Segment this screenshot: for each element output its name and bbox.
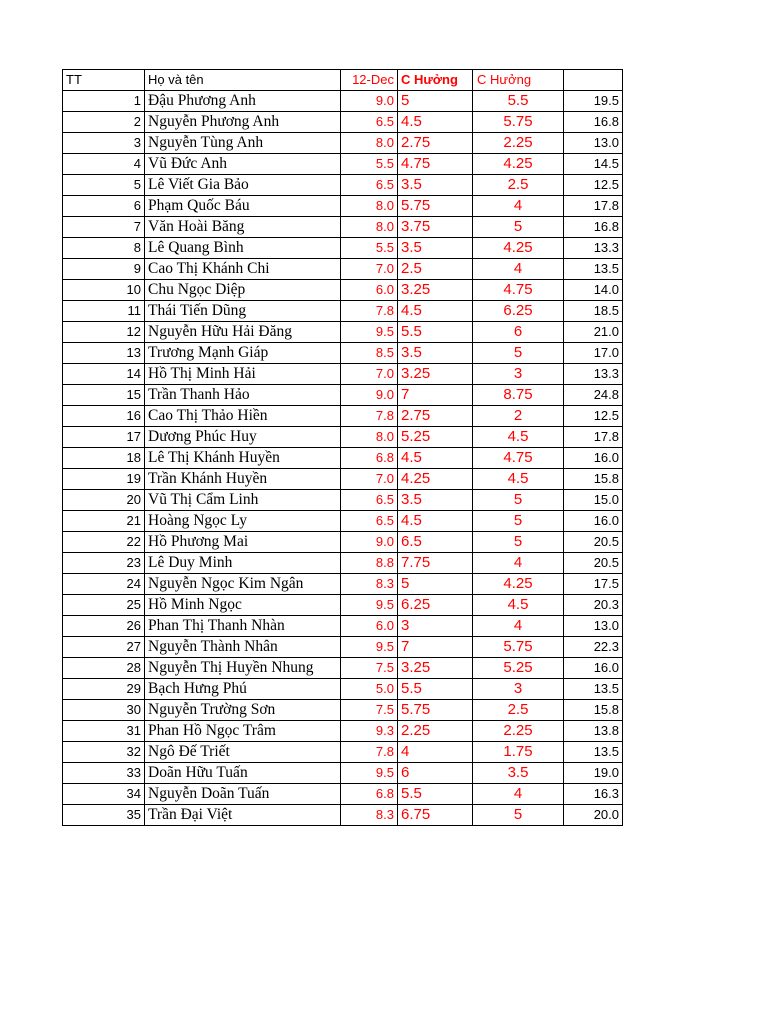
score-c-huong-1[interactable]: 3.5 bbox=[398, 175, 473, 196]
student-name[interactable]: Phạm Quốc Báu bbox=[145, 196, 341, 217]
table-row bbox=[63, 154, 623, 175]
score-c-huong-1[interactable]: 5.5 bbox=[398, 322, 473, 343]
score-c-huong-1[interactable]: 5.5 bbox=[398, 679, 473, 700]
row-number[interactable]: 32 bbox=[63, 742, 145, 763]
student-name[interactable]: Trương Mạnh Giáp bbox=[145, 343, 341, 364]
score-c-huong-1[interactable]: 6 bbox=[398, 763, 473, 784]
score-c-huong-1[interactable]: 5.25 bbox=[398, 427, 473, 448]
student-name[interactable]: Phan Thị Thanh Nhàn bbox=[145, 616, 341, 637]
score-12-dec[interactable]: 8.0 bbox=[341, 196, 398, 217]
score-c-huong-2[interactable]: 5 bbox=[473, 532, 564, 553]
score-c-huong-2[interactable]: 4.75 bbox=[473, 280, 564, 301]
table-row bbox=[63, 553, 623, 574]
table-row bbox=[63, 616, 623, 637]
score-12-dec[interactable]: 6.0 bbox=[341, 280, 398, 301]
total-score[interactable]: 17.5 bbox=[564, 574, 623, 595]
row-number[interactable]: 21 bbox=[63, 511, 145, 532]
score-c-huong-2[interactable]: 1.75 bbox=[473, 742, 564, 763]
score-c-huong-2[interactable]: 5 bbox=[473, 217, 564, 238]
grade-sheet bbox=[62, 69, 623, 826]
total-score[interactable]: 16.0 bbox=[564, 448, 623, 469]
score-12-dec[interactable]: 6.8 bbox=[341, 784, 398, 805]
total-score[interactable]: 15.8 bbox=[564, 469, 623, 490]
score-12-dec[interactable]: 9.0 bbox=[341, 385, 398, 406]
student-name[interactable]: Hồ Thị Minh Hải bbox=[145, 364, 341, 385]
score-c-huong-2[interactable]: 4.25 bbox=[473, 574, 564, 595]
row-number[interactable]: 31 bbox=[63, 721, 145, 742]
score-c-huong-1[interactable]: 6.5 bbox=[398, 532, 473, 553]
row-number[interactable]: 20 bbox=[63, 490, 145, 511]
table-row bbox=[63, 259, 623, 280]
table-row bbox=[63, 322, 623, 343]
row-number[interactable]: 19 bbox=[63, 469, 145, 490]
table-row bbox=[63, 175, 623, 196]
student-name[interactable]: Lê Viết Gia Bảo bbox=[145, 175, 341, 196]
score-c-huong-2[interactable]: 5.75 bbox=[473, 637, 564, 658]
table-row bbox=[63, 343, 623, 364]
row-number[interactable]: 5 bbox=[63, 175, 145, 196]
score-c-huong-1[interactable]: 5 bbox=[398, 574, 473, 595]
score-c-huong-1[interactable]: 5.75 bbox=[398, 196, 473, 217]
score-c-huong-1[interactable]: 4.5 bbox=[398, 112, 473, 133]
row-number[interactable]: 8 bbox=[63, 238, 145, 259]
table-row bbox=[63, 784, 623, 805]
score-12-dec[interactable]: 9.0 bbox=[341, 532, 398, 553]
score-12-dec[interactable]: 8.0 bbox=[341, 133, 398, 154]
score-c-huong-1[interactable]: 3 bbox=[398, 616, 473, 637]
score-12-dec[interactable]: 6.8 bbox=[341, 448, 398, 469]
score-12-dec[interactable]: 7.5 bbox=[341, 700, 398, 721]
row-number[interactable]: 11 bbox=[63, 301, 145, 322]
row-number[interactable]: 23 bbox=[63, 553, 145, 574]
student-name[interactable]: Lê Quang Bình bbox=[145, 238, 341, 259]
student-name[interactable]: Vũ Thị Cẩm Linh bbox=[145, 490, 341, 511]
row-number[interactable]: 35 bbox=[63, 805, 145, 826]
total-score[interactable]: 19.0 bbox=[564, 763, 623, 784]
score-c-huong-1[interactable]: 3.5 bbox=[398, 490, 473, 511]
total-score[interactable]: 20.3 bbox=[564, 595, 623, 616]
total-score[interactable]: 13.3 bbox=[564, 238, 623, 259]
student-name[interactable]: Hồ Minh Ngọc bbox=[145, 595, 341, 616]
table-row bbox=[63, 490, 623, 511]
score-c-huong-1[interactable]: 5 bbox=[398, 91, 473, 112]
student-name[interactable]: Lê Thị Khánh Huyền bbox=[145, 448, 341, 469]
score-12-dec[interactable]: 6.5 bbox=[341, 112, 398, 133]
student-name[interactable]: Cao Thị Thảo Hiền bbox=[145, 406, 341, 427]
row-number[interactable]: 24 bbox=[63, 574, 145, 595]
header-date[interactable]: 12-Dec bbox=[341, 70, 398, 91]
row-number[interactable]: 34 bbox=[63, 784, 145, 805]
score-c-huong-2[interactable]: 2 bbox=[473, 406, 564, 427]
student-name[interactable]: Nguyễn Trường Sơn bbox=[145, 700, 341, 721]
score-12-dec[interactable]: 8.8 bbox=[341, 553, 398, 574]
score-12-dec[interactable]: 8.3 bbox=[341, 805, 398, 826]
table-row bbox=[63, 532, 623, 553]
score-c-huong-2[interactable]: 6.25 bbox=[473, 301, 564, 322]
student-name[interactable]: Nguyễn Phương Anh bbox=[145, 112, 341, 133]
score-12-dec[interactable]: 5.5 bbox=[341, 154, 398, 175]
total-score[interactable]: 13.5 bbox=[564, 259, 623, 280]
score-c-huong-2[interactable]: 5.5 bbox=[473, 91, 564, 112]
score-c-huong-1[interactable]: 2.25 bbox=[398, 721, 473, 742]
student-name[interactable]: Đậu Phương Anh bbox=[145, 91, 341, 112]
table-row bbox=[63, 658, 623, 679]
header-row bbox=[63, 70, 623, 91]
row-number[interactable]: 6 bbox=[63, 196, 145, 217]
score-12-dec[interactable]: 8.5 bbox=[341, 343, 398, 364]
table-row bbox=[63, 511, 623, 532]
score-12-dec[interactable]: 7.8 bbox=[341, 301, 398, 322]
row-number[interactable]: 12 bbox=[63, 322, 145, 343]
total-score[interactable]: 20.5 bbox=[564, 553, 623, 574]
score-c-huong-2[interactable]: 5 bbox=[473, 343, 564, 364]
total-score[interactable]: 14.0 bbox=[564, 280, 623, 301]
header-total[interactable] bbox=[564, 70, 623, 91]
total-score[interactable]: 17.8 bbox=[564, 427, 623, 448]
table-row bbox=[63, 448, 623, 469]
table-row bbox=[63, 385, 623, 406]
row-number[interactable]: 16 bbox=[63, 406, 145, 427]
student-name[interactable]: Phan Hồ Ngọc Trâm bbox=[145, 721, 341, 742]
row-number[interactable]: 29 bbox=[63, 679, 145, 700]
student-name[interactable]: Hồ Phương Mai bbox=[145, 532, 341, 553]
student-name[interactable]: Dương Phúc Huy bbox=[145, 427, 341, 448]
score-c-huong-1[interactable]: 2.75 bbox=[398, 133, 473, 154]
row-number[interactable]: 33 bbox=[63, 763, 145, 784]
score-c-huong-1[interactable]: 3.25 bbox=[398, 364, 473, 385]
score-c-huong-2[interactable]: 4.5 bbox=[473, 469, 564, 490]
score-c-huong-2[interactable]: 5 bbox=[473, 490, 564, 511]
score-c-huong-2[interactable]: 6 bbox=[473, 322, 564, 343]
score-12-dec[interactable]: 9.3 bbox=[341, 721, 398, 742]
score-c-huong-2[interactable]: 4 bbox=[473, 196, 564, 217]
score-c-huong-1[interactable]: 4.5 bbox=[398, 511, 473, 532]
student-name[interactable]: Cao Thị Khánh Chi bbox=[145, 259, 341, 280]
score-c-huong-2[interactable]: 5.25 bbox=[473, 658, 564, 679]
score-12-dec[interactable]: 6.5 bbox=[341, 490, 398, 511]
score-c-huong-1[interactable]: 5.5 bbox=[398, 784, 473, 805]
student-name[interactable]: Trần Khánh Huyền bbox=[145, 469, 341, 490]
table-row bbox=[63, 91, 623, 112]
total-score[interactable]: 21.0 bbox=[564, 322, 623, 343]
table-row bbox=[63, 595, 623, 616]
score-c-huong-2[interactable]: 2.25 bbox=[473, 133, 564, 154]
row-number[interactable]: 14 bbox=[63, 364, 145, 385]
total-score[interactable]: 16.8 bbox=[564, 112, 623, 133]
table-row bbox=[63, 364, 623, 385]
student-name[interactable]: Hoàng Ngọc Ly bbox=[145, 511, 341, 532]
total-score[interactable]: 13.0 bbox=[564, 133, 623, 154]
row-number[interactable]: 28 bbox=[63, 658, 145, 679]
row-number[interactable]: 1 bbox=[63, 91, 145, 112]
score-c-huong-2[interactable]: 4.5 bbox=[473, 595, 564, 616]
score-c-huong-1[interactable]: 4.75 bbox=[398, 154, 473, 175]
row-number[interactable]: 27 bbox=[63, 637, 145, 658]
student-name[interactable]: Chu Ngọc Diệp bbox=[145, 280, 341, 301]
score-12-dec[interactable]: 7.0 bbox=[341, 469, 398, 490]
row-number[interactable]: 26 bbox=[63, 616, 145, 637]
student-name[interactable]: Nguyễn Tùng Anh bbox=[145, 133, 341, 154]
score-c-huong-1[interactable]: 4.25 bbox=[398, 469, 473, 490]
table-row bbox=[63, 280, 623, 301]
score-c-huong-1[interactable]: 7.75 bbox=[398, 553, 473, 574]
total-score[interactable]: 22.3 bbox=[564, 637, 623, 658]
row-number[interactable]: 2 bbox=[63, 112, 145, 133]
total-score[interactable]: 15.0 bbox=[564, 490, 623, 511]
table-row bbox=[63, 574, 623, 595]
score-12-dec[interactable]: 7.0 bbox=[341, 259, 398, 280]
header-score-3[interactable]: C Hưởng bbox=[473, 70, 564, 91]
score-12-dec[interactable]: 6.5 bbox=[341, 511, 398, 532]
total-score[interactable]: 17.0 bbox=[564, 343, 623, 364]
total-score[interactable]: 13.3 bbox=[564, 364, 623, 385]
total-score[interactable]: 16.8 bbox=[564, 217, 623, 238]
table-row bbox=[63, 196, 623, 217]
score-12-dec[interactable]: 9.5 bbox=[341, 595, 398, 616]
student-name[interactable]: Doãn Hữu Tuấn bbox=[145, 763, 341, 784]
score-c-huong-1[interactable]: 3.75 bbox=[398, 217, 473, 238]
score-c-huong-1[interactable]: 2.5 bbox=[398, 259, 473, 280]
student-name[interactable]: Trần Thanh Hảo bbox=[145, 385, 341, 406]
student-name[interactable]: Nguyễn Hữu Hải Đăng bbox=[145, 322, 341, 343]
score-c-huong-1[interactable]: 3.25 bbox=[398, 658, 473, 679]
score-c-huong-2[interactable]: 4 bbox=[473, 553, 564, 574]
table-row bbox=[63, 217, 623, 238]
total-score[interactable]: 13.0 bbox=[564, 616, 623, 637]
score-c-huong-1[interactable]: 3.5 bbox=[398, 238, 473, 259]
score-12-dec[interactable]: 8.0 bbox=[341, 427, 398, 448]
score-c-huong-2[interactable]: 4.25 bbox=[473, 238, 564, 259]
score-c-huong-1[interactable]: 5.75 bbox=[398, 700, 473, 721]
total-score[interactable]: 16.3 bbox=[564, 784, 623, 805]
row-number[interactable]: 25 bbox=[63, 595, 145, 616]
score-c-huong-2[interactable]: 5.75 bbox=[473, 112, 564, 133]
total-score[interactable]: 16.0 bbox=[564, 658, 623, 679]
score-c-huong-2[interactable]: 4 bbox=[473, 784, 564, 805]
total-score[interactable]: 15.8 bbox=[564, 700, 623, 721]
row-number[interactable]: 22 bbox=[63, 532, 145, 553]
score-c-huong-2[interactable]: 2.5 bbox=[473, 175, 564, 196]
total-score[interactable]: 18.5 bbox=[564, 301, 623, 322]
score-c-huong-2[interactable]: 4 bbox=[473, 259, 564, 280]
score-c-huong-1[interactable]: 7 bbox=[398, 637, 473, 658]
table-row bbox=[63, 112, 623, 133]
score-12-dec[interactable]: 7.8 bbox=[341, 406, 398, 427]
row-number[interactable]: 15 bbox=[63, 385, 145, 406]
score-c-huong-1[interactable]: 7 bbox=[398, 385, 473, 406]
score-c-huong-2[interactable]: 2.5 bbox=[473, 700, 564, 721]
score-c-huong-1[interactable]: 4.5 bbox=[398, 301, 473, 322]
table-row bbox=[63, 427, 623, 448]
total-score[interactable]: 12.5 bbox=[564, 406, 623, 427]
student-name[interactable]: Nguyễn Doãn Tuấn bbox=[145, 784, 341, 805]
score-c-huong-2[interactable]: 4 bbox=[473, 616, 564, 637]
row-number[interactable]: 17 bbox=[63, 427, 145, 448]
score-12-dec[interactable]: 5.5 bbox=[341, 238, 398, 259]
header-score-2[interactable]: C Hưởng bbox=[398, 70, 473, 91]
score-c-huong-2[interactable]: 3 bbox=[473, 679, 564, 700]
score-c-huong-1[interactable]: 3.25 bbox=[398, 280, 473, 301]
row-number[interactable]: 30 bbox=[63, 700, 145, 721]
score-c-huong-2[interactable]: 3 bbox=[473, 364, 564, 385]
table-row bbox=[63, 763, 623, 784]
score-c-huong-1[interactable]: 4 bbox=[398, 742, 473, 763]
table-row bbox=[63, 637, 623, 658]
row-number[interactable]: 4 bbox=[63, 154, 145, 175]
score-c-huong-1[interactable]: 4.5 bbox=[398, 448, 473, 469]
score-c-huong-1[interactable]: 6.75 bbox=[398, 805, 473, 826]
table-row bbox=[63, 742, 623, 763]
student-name[interactable]: Nguyễn Thị Huyền Nhung bbox=[145, 658, 341, 679]
student-name[interactable]: Nguyễn Ngọc Kim Ngân bbox=[145, 574, 341, 595]
table-row bbox=[63, 301, 623, 322]
score-c-huong-2[interactable]: 5 bbox=[473, 511, 564, 532]
score-12-dec[interactable]: 7.5 bbox=[341, 658, 398, 679]
row-number[interactable]: 3 bbox=[63, 133, 145, 154]
total-score[interactable]: 13.5 bbox=[564, 742, 623, 763]
total-score[interactable]: 13.8 bbox=[564, 721, 623, 742]
table-row bbox=[63, 469, 623, 490]
total-score[interactable]: 12.5 bbox=[564, 175, 623, 196]
score-12-dec[interactable]: 9.5 bbox=[341, 637, 398, 658]
score-c-huong-2[interactable]: 4.75 bbox=[473, 448, 564, 469]
total-score[interactable]: 24.8 bbox=[564, 385, 623, 406]
row-number[interactable]: 9 bbox=[63, 259, 145, 280]
total-score[interactable]: 20.0 bbox=[564, 805, 623, 826]
header-name[interactable]: Họ và tên bbox=[145, 70, 341, 91]
score-c-huong-2[interactable]: 2.25 bbox=[473, 721, 564, 742]
student-name[interactable]: Vũ Đức Anh bbox=[145, 154, 341, 175]
row-number[interactable]: 18 bbox=[63, 448, 145, 469]
score-12-dec[interactable]: 5.0 bbox=[341, 679, 398, 700]
total-score[interactable]: 16.0 bbox=[564, 511, 623, 532]
student-name[interactable]: Thái Tiến Dũng bbox=[145, 301, 341, 322]
score-12-dec[interactable]: 8.0 bbox=[341, 217, 398, 238]
student-name[interactable]: Ngô Đế Triết bbox=[145, 742, 341, 763]
score-c-huong-2[interactable]: 8.75 bbox=[473, 385, 564, 406]
score-12-dec[interactable]: 6.5 bbox=[341, 175, 398, 196]
row-number[interactable]: 7 bbox=[63, 217, 145, 238]
student-name[interactable]: Trần Đại Việt bbox=[145, 805, 341, 826]
student-name[interactable]: Bạch Hưng Phú bbox=[145, 679, 341, 700]
score-12-dec[interactable]: 8.3 bbox=[341, 574, 398, 595]
total-score[interactable]: 13.5 bbox=[564, 679, 623, 700]
table-row bbox=[63, 700, 623, 721]
score-c-huong-1[interactable]: 3.5 bbox=[398, 343, 473, 364]
score-12-dec[interactable]: 9.5 bbox=[341, 322, 398, 343]
total-score[interactable]: 17.8 bbox=[564, 196, 623, 217]
table-row bbox=[63, 679, 623, 700]
score-c-huong-2[interactable]: 4.25 bbox=[473, 154, 564, 175]
score-c-huong-2[interactable]: 5 bbox=[473, 805, 564, 826]
total-score[interactable]: 14.5 bbox=[564, 154, 623, 175]
score-12-dec[interactable]: 7.8 bbox=[341, 742, 398, 763]
row-number[interactable]: 13 bbox=[63, 343, 145, 364]
score-12-dec[interactable]: 9.5 bbox=[341, 763, 398, 784]
table-row bbox=[63, 238, 623, 259]
table-row bbox=[63, 805, 623, 826]
score-c-huong-1[interactable]: 2.75 bbox=[398, 406, 473, 427]
score-c-huong-2[interactable]: 4.5 bbox=[473, 427, 564, 448]
student-name[interactable]: Lê Duy Minh bbox=[145, 553, 341, 574]
total-score[interactable]: 19.5 bbox=[564, 91, 623, 112]
student-name[interactable]: Văn Hoài Băng bbox=[145, 217, 341, 238]
table-row bbox=[63, 406, 623, 427]
score-12-dec[interactable]: 6.0 bbox=[341, 616, 398, 637]
score-c-huong-2[interactable]: 3.5 bbox=[473, 763, 564, 784]
student-name[interactable]: Nguyễn Thành Nhân bbox=[145, 637, 341, 658]
score-c-huong-1[interactable]: 6.25 bbox=[398, 595, 473, 616]
score-12-dec[interactable]: 9.0 bbox=[341, 91, 398, 112]
score-12-dec[interactable]: 7.0 bbox=[341, 364, 398, 385]
table-row bbox=[63, 133, 623, 154]
row-number[interactable]: 10 bbox=[63, 280, 145, 301]
header-tt[interactable]: TT bbox=[63, 70, 145, 91]
table-row bbox=[63, 721, 623, 742]
total-score[interactable]: 20.5 bbox=[564, 532, 623, 553]
